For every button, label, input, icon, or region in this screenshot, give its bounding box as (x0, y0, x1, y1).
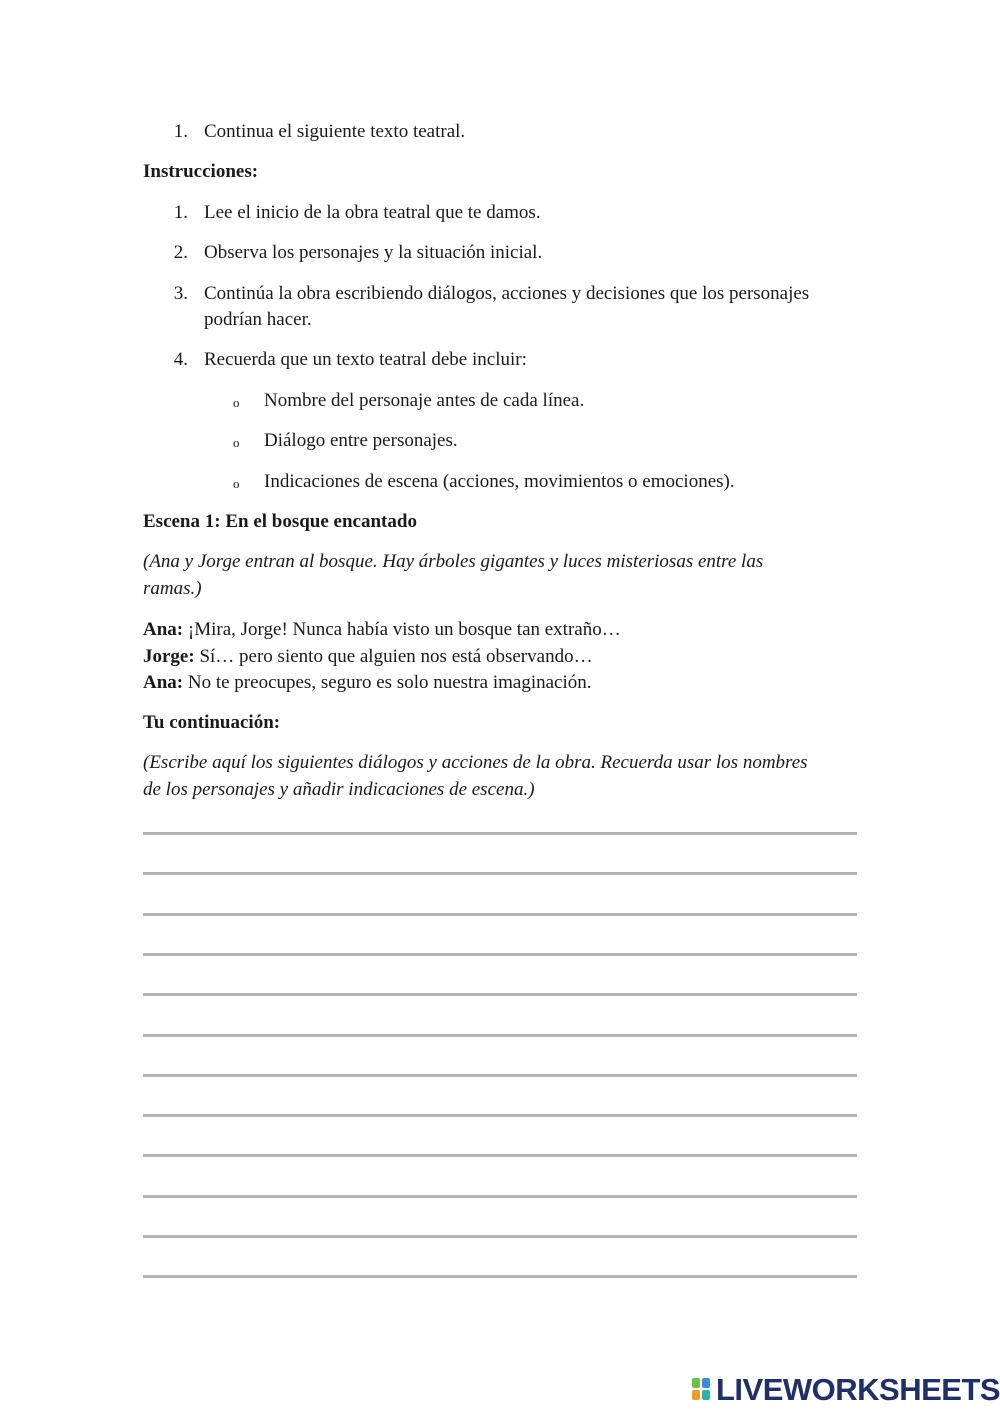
writing-line[interactable] (143, 1235, 857, 1238)
liveworksheets-logo (692, 1374, 1000, 1406)
subitem-text: Diálogo entre personajes. (264, 430, 458, 451)
bullet-circle-icon: o (233, 476, 240, 491)
continuation-prompt-continued: de los personajes y añadir indicaciones de escena.) (143, 779, 535, 800)
stage-direction: (Ana y Jorge entran al bosque. Hay árboles gigantes y luces misteriosas entre las (143, 551, 764, 572)
instruction-number: 3. (173, 283, 188, 304)
dialogue-line (143, 643, 593, 670)
dialogue-text: ¡Mira, Jorge! Nunca había visto un bosque tan extraño… (187, 619, 621, 640)
speaker-name: Ana: (143, 672, 184, 693)
writing-line[interactable] (143, 1114, 857, 1117)
brand-name: LIVEWORKSHEETS (716, 1372, 1000, 1407)
continuation-prompt: (Escribe aquí los siguientes diálogos y acciones de la obra. Recuerda usar los nombres (143, 752, 808, 773)
task-text: Continua el siguiente texto teatral. (204, 121, 466, 142)
instruction-text-continued: podrían hacer. (204, 309, 312, 330)
speaker-name: Jorge: (143, 646, 195, 667)
writing-line[interactable] (143, 1275, 857, 1278)
scene-heading: Escena 1: En el bosque encantado (143, 511, 417, 532)
task-number: 1. (173, 121, 188, 142)
instructions-heading: Instrucciones: (143, 161, 259, 182)
instruction-number: 1. (173, 202, 188, 223)
instruction-number: 4. (173, 349, 188, 370)
instruction-number: 2. (173, 242, 188, 263)
continuation-heading: Tu continuación: (143, 712, 281, 733)
instruction-text: Continúa la obra escribiendo diálogos, acciones y decisiones que los personajes (204, 283, 810, 304)
writing-line[interactable] (143, 1195, 857, 1198)
writing-line[interactable] (143, 832, 857, 835)
writing-line[interactable] (143, 1154, 857, 1157)
writing-line[interactable] (143, 1074, 857, 1077)
dialogue-text: Sí… pero siento que alguien nos está observando… (199, 646, 593, 667)
instruction-text: Recuerda que un texto teatral debe incluir: (204, 349, 527, 370)
writing-line[interactable] (143, 953, 857, 956)
writing-line[interactable] (143, 913, 857, 916)
dialogue-line (143, 669, 592, 696)
speaker-name: Ana: (143, 619, 184, 640)
dialogue-text: No te preocupes, seguro es solo nuestra imaginación. (187, 672, 592, 693)
writing-line[interactable] (143, 993, 857, 996)
instruction-text: Lee el inicio de la obra teatral que te damos. (204, 202, 541, 223)
writing-line[interactable] (143, 872, 857, 875)
subitem-text: Nombre del personaje antes de cada línea. (264, 390, 585, 411)
bullet-circle-icon: o (233, 435, 240, 450)
bullet-circle-icon: o (233, 395, 240, 410)
subitem-text: Indicaciones de escena (acciones, movimientos o emociones). (264, 471, 735, 492)
instruction-text: Observa los personajes y la situación inicial. (204, 242, 543, 263)
dialogue-line (143, 616, 621, 643)
liveworksheets-mark-icon (692, 1378, 712, 1402)
writing-line[interactable] (143, 1034, 857, 1037)
stage-direction-continued: ramas.) (143, 578, 202, 599)
